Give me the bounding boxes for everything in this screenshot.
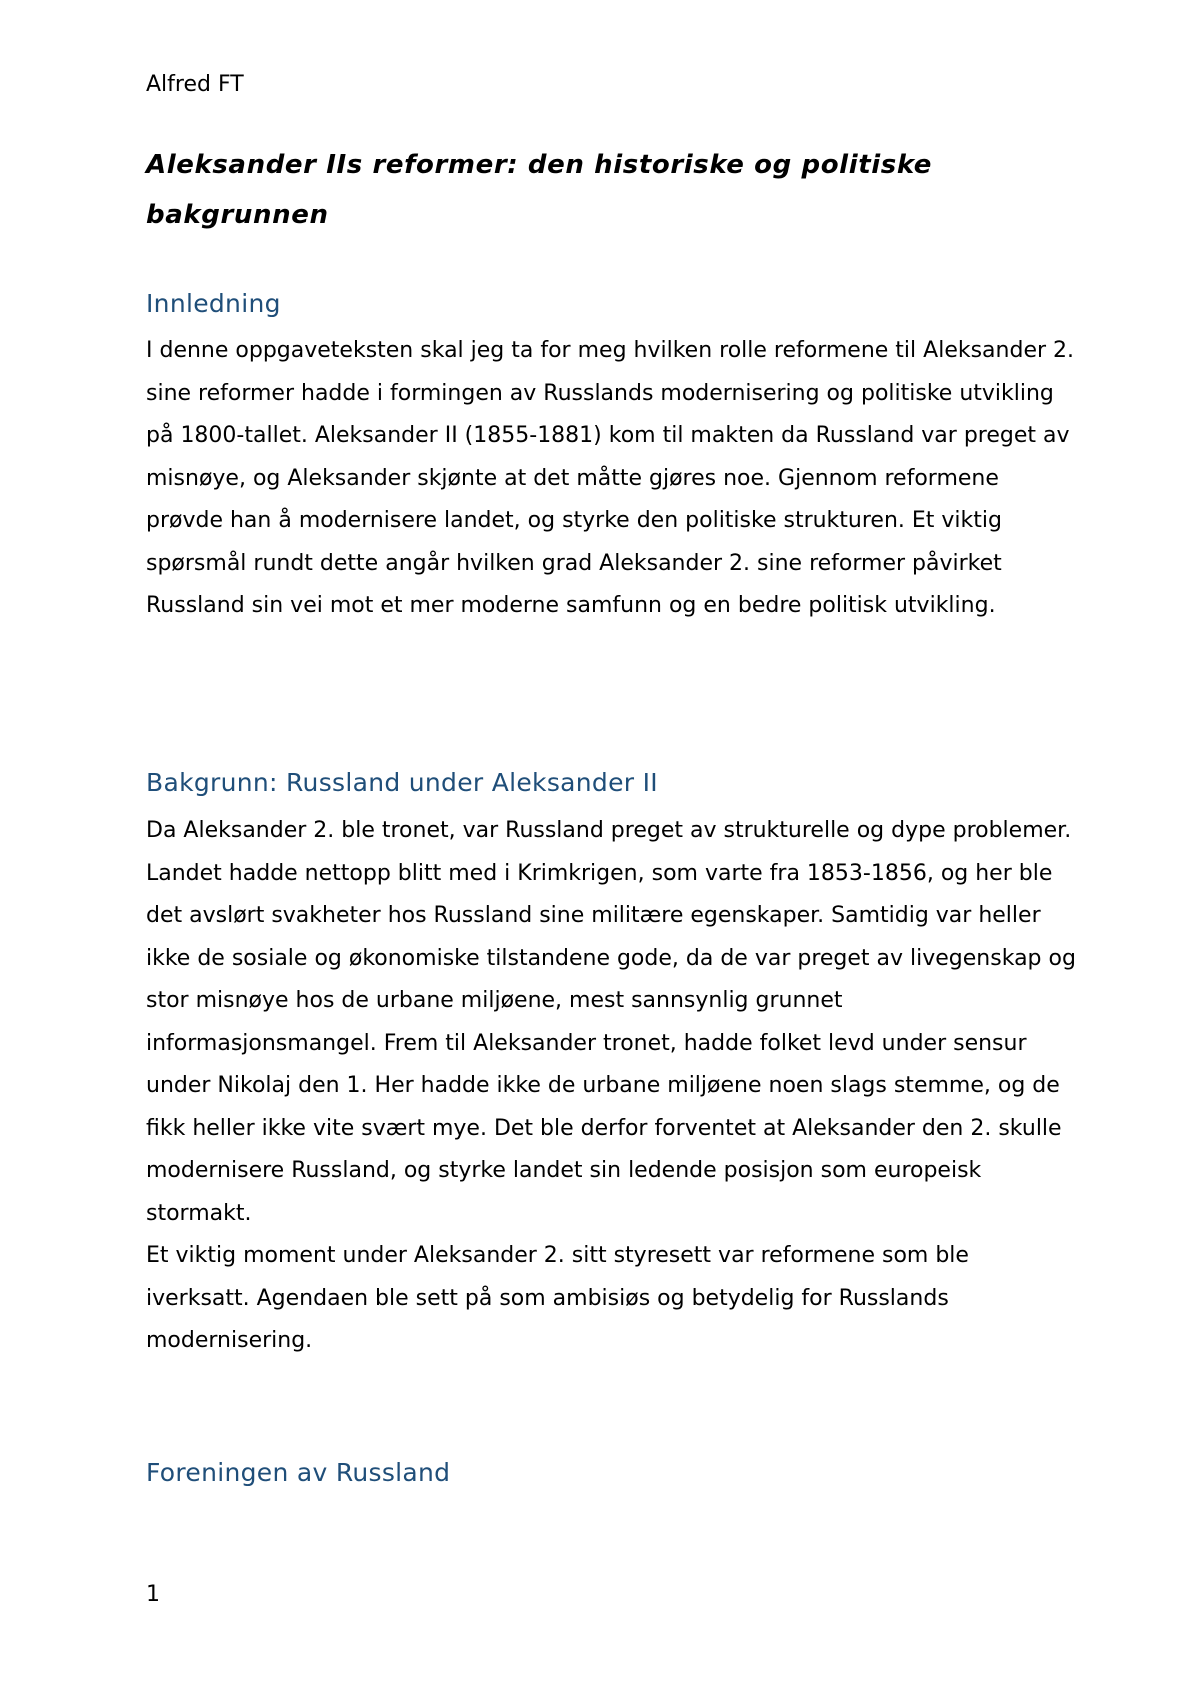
heading-bakgrunn: Bakgrunn: Russland under Aleksander II <box>146 768 658 797</box>
document-title: Aleksander IIs reformer: den historiske og politiske bakgrunnen <box>146 150 933 230</box>
paragraph: I denne oppgaveteksten skal jeg ta for meg hvilken rolle reformene til Aleksander 2. sine reformer hadde i formingen av Russlands modernisering og politiske utvikling på 1800-tallet. Aleksander II (1855-1881) kom til makten da Russland var preget av misnøye, og Aleksander skjønte at det måtte gjøres noe. Gjennom reformene prøvde han å modernisere landet, og styrke den politiske strukturen. Et viktig spørsmål rundt dette angår hvilken grad Aleksander 2. sine reformer påvirket Russland sin vei mot et mer moderne samfunn og en bedre politisk utvikling. <box>146 338 1075 618</box>
section-bakgrunn-body <box>146 810 1076 1363</box>
paragraph: Da Aleksander 2. ble tronet, var Russland preget av strukturelle og dype problemer. Landet hadde nettopp blitt med i Krimkrigen, som varte fra 1853-1856, og her ble det avslørt svakheter hos Russland sine militære egenskaper. Samtidig var heller ikke de sosiale og økonomiske tilstandene gode, da de var preget av livegenskap og stor misnøye hos de urbane miljøene, mest sannsynlig grunnet informasjonsmangel. Frem til Aleksander tronet, hadde folket levd under sensur under Nikolaj den 1. Her hadde ikke de urbane miljøene noen slags stemme, og de fikk heller ikke vite svært mye. Det ble derfor forventet at Aleksander den 2. skulle modernisere Russland, og styrke landet sin ledende posisjon som europeisk stormakt. <box>146 818 1076 1226</box>
heading-innledning: Innledning <box>146 289 281 318</box>
paragraph: Et viktig moment under Aleksander 2. sitt styresett var reformene som ble iverksatt. Agendaen ble sett på som ambisiøs og betydelig for Russlands modernisering. <box>146 1243 969 1353</box>
page-number: 1 <box>146 1582 160 1607</box>
author-name: Alfred FT <box>146 72 244 97</box>
section-innledning-body <box>146 330 1076 628</box>
heading-foreningen: Foreningen av Russland <box>146 1458 451 1487</box>
